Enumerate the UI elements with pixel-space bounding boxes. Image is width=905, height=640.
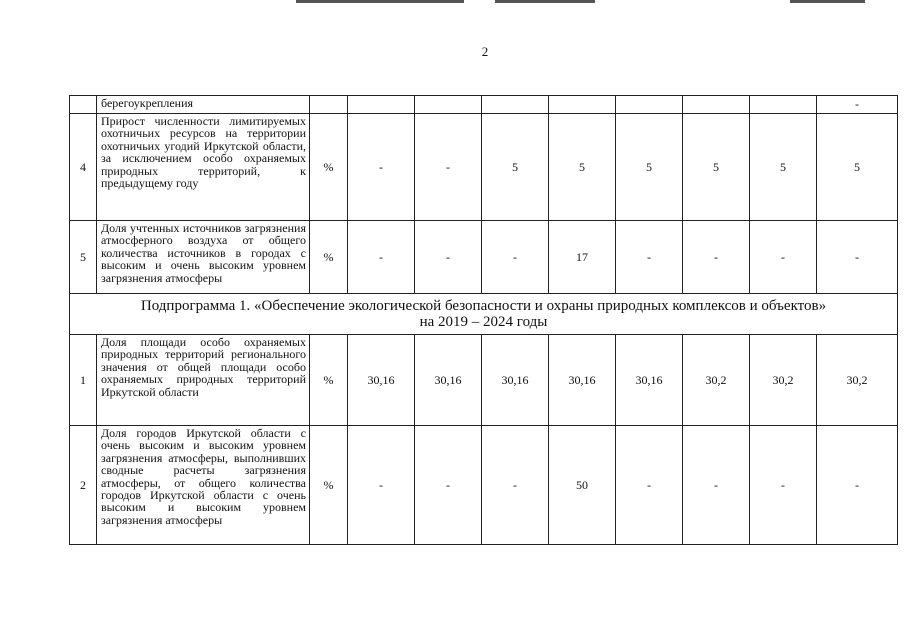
value-cell: - xyxy=(683,221,750,294)
indicators-table xyxy=(69,95,898,545)
value-cell: 30,2 xyxy=(683,335,750,426)
value-cell: 5 xyxy=(750,114,817,221)
value-cell: - xyxy=(415,114,482,221)
row-number: 4 xyxy=(70,114,97,221)
subprogram-period: на 2019 – 2024 годы xyxy=(419,314,548,330)
unit-cell: % xyxy=(310,221,348,294)
value-cell: - xyxy=(482,221,549,294)
value-cell xyxy=(750,96,817,114)
row-number: 2 xyxy=(70,426,97,545)
scan-edge-mark xyxy=(790,0,865,3)
unit-cell: % xyxy=(310,335,348,426)
value-cell: 30,2 xyxy=(817,335,898,426)
table-row xyxy=(70,114,898,221)
value-cell: 30,2 xyxy=(750,335,817,426)
value-cell: - xyxy=(415,426,482,545)
value-cell xyxy=(549,96,616,114)
unit-cell: % xyxy=(310,114,348,221)
table-row xyxy=(70,335,898,426)
value-cell: - xyxy=(348,114,415,221)
indicator-name: Доля городов Иркутской области с очень высоким и высоким уровнем загрязнения атмосферы, выполнивших сводные расчеты загрязнения атмосферы, от общего количества городов Иркутской области с очень высоким и высоким уровнем загрязнения атмосферы xyxy=(97,426,310,545)
indicator-name: Доля площади особо охраняемых природных территорий регионального значения от общей площади особо охраняемых природных территорий Иркутской области xyxy=(97,335,310,426)
value-cell: 30,16 xyxy=(549,335,616,426)
value-cell: 17 xyxy=(549,221,616,294)
value-cell: 30,16 xyxy=(415,335,482,426)
value-cell xyxy=(348,96,415,114)
value-cell: - xyxy=(817,96,898,114)
value-cell: - xyxy=(616,221,683,294)
value-cell: 50 xyxy=(549,426,616,545)
value-cell: - xyxy=(750,221,817,294)
value-cell: - xyxy=(616,426,683,545)
value-cell: - xyxy=(683,426,750,545)
value-cell: - xyxy=(348,221,415,294)
table-row xyxy=(70,96,898,114)
unit-cell: % xyxy=(310,426,348,545)
value-cell: 5 xyxy=(549,114,616,221)
scan-edge-mark xyxy=(495,0,595,3)
indicator-name: берегоукрепления xyxy=(97,96,310,114)
row-number: 1 xyxy=(70,335,97,426)
value-cell: 30,16 xyxy=(348,335,415,426)
value-cell xyxy=(616,96,683,114)
value-cell: 5 xyxy=(482,114,549,221)
page-number: 2 xyxy=(481,44,489,59)
value-cell: 5 xyxy=(683,114,750,221)
indicator-name: Прирост численности лимитируемых охотничьих ресурсов на территории охотничьих угодий Иркутской области, за исключением особо охраняемых природных территорий, к предыдущему году xyxy=(97,114,310,221)
value-cell: - xyxy=(348,426,415,545)
value-cell: - xyxy=(415,221,482,294)
value-cell xyxy=(415,96,482,114)
subprogram-heading xyxy=(70,294,898,335)
value-cell: 30,16 xyxy=(616,335,683,426)
value-cell: - xyxy=(817,221,898,294)
indicator-name: Доля учтенных источников загрязнения атмосферного воздуха от общего количества источников в городах с высоким и очень высоким уровнем загрязнения атмосферы xyxy=(97,221,310,294)
value-cell: 5 xyxy=(817,114,898,221)
value-cell: - xyxy=(482,426,549,545)
value-cell: 5 xyxy=(616,114,683,221)
value-cell: - xyxy=(817,426,898,545)
value-cell xyxy=(683,96,750,114)
scan-edge-mark xyxy=(296,0,464,3)
value-cell xyxy=(482,96,549,114)
value-cell: - xyxy=(750,426,817,545)
subprogram-row xyxy=(70,294,898,335)
table-row xyxy=(70,426,898,545)
row-number: 5 xyxy=(70,221,97,294)
table-row xyxy=(70,221,898,294)
row-number xyxy=(70,96,97,114)
unit-cell xyxy=(310,96,348,114)
subprogram-title: Подпрограмма 1. «Обеспечение экологической безопасности и охраны природных комплексов и объектов» xyxy=(140,298,827,314)
value-cell: 30,16 xyxy=(482,335,549,426)
